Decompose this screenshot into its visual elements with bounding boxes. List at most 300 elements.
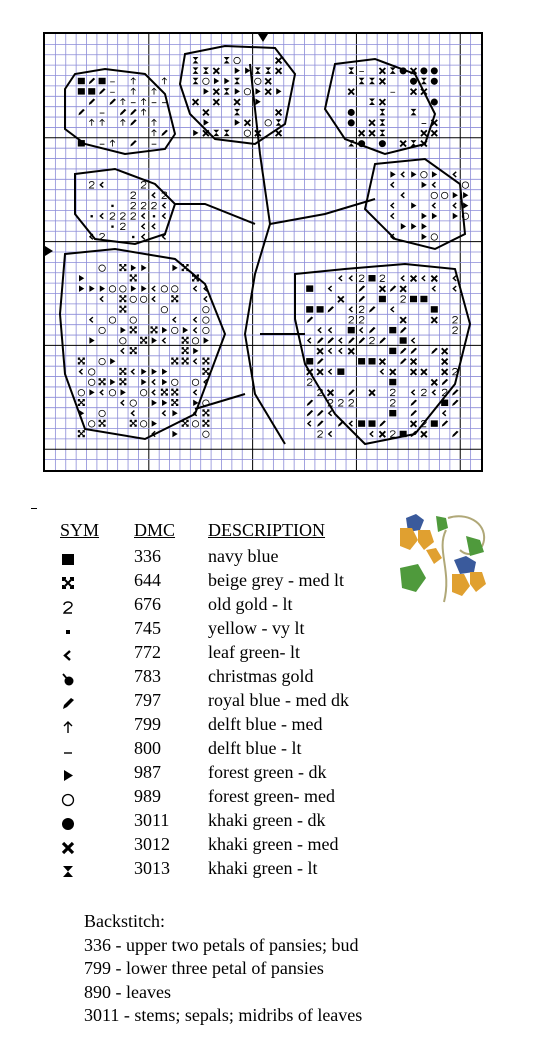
stitch-hourglass bbox=[369, 99, 375, 105]
stitch-triangle-right bbox=[152, 420, 157, 426]
stitch-x-bold bbox=[421, 130, 427, 136]
stitch-circle-filled bbox=[410, 78, 417, 85]
backstitch-title: Backstitch: bbox=[84, 911, 165, 931]
stitch-cross-arrows bbox=[171, 295, 178, 302]
stitch-triangle-right bbox=[255, 88, 260, 94]
stitch-cross-arrows bbox=[78, 430, 85, 437]
stitch-two bbox=[318, 431, 323, 437]
chevron-left-icon bbox=[60, 645, 76, 661]
stitch-two bbox=[349, 400, 354, 406]
stitch-square bbox=[88, 88, 95, 94]
stitch-circle-open bbox=[109, 317, 115, 323]
stitch-two bbox=[152, 202, 157, 208]
stitch-chevron-left bbox=[204, 296, 207, 301]
stitch-x-bold bbox=[431, 379, 437, 385]
stitch-circle-open bbox=[130, 296, 136, 302]
stitch-leaf-diagonal bbox=[99, 88, 105, 94]
stitch-two bbox=[349, 317, 354, 323]
stitch-triangle-right bbox=[276, 88, 281, 94]
stitch-two bbox=[380, 275, 385, 281]
legend-description: forest green - dk bbox=[208, 762, 327, 782]
stitch-square bbox=[317, 306, 324, 312]
triangle-right-icon bbox=[60, 765, 76, 781]
legend-dmc: 987 bbox=[134, 762, 161, 782]
stitch-two bbox=[131, 192, 136, 198]
stitch-two bbox=[390, 389, 395, 395]
stitch-two bbox=[359, 306, 364, 312]
pansy-preview-image bbox=[396, 510, 494, 610]
stitch-triangle-right bbox=[89, 389, 94, 395]
stitch-hourglass bbox=[390, 67, 396, 73]
stitch-triangle-right bbox=[463, 202, 468, 208]
stitch-hourglass bbox=[203, 67, 209, 73]
two-icon bbox=[60, 597, 76, 613]
stitch-circle-open bbox=[120, 286, 126, 292]
legend-rows bbox=[60, 544, 400, 880]
stitch-chevron-left bbox=[131, 411, 134, 416]
stitch-circle-filled bbox=[348, 109, 355, 116]
stitch-x-bold bbox=[421, 431, 427, 437]
legend-header-dmc: DMC bbox=[134, 520, 176, 540]
stitch-circle-open bbox=[109, 286, 115, 292]
stitch-circle-open bbox=[99, 358, 105, 364]
stitch-chevron-left bbox=[453, 276, 456, 281]
center-row-arrow-icon bbox=[45, 246, 53, 256]
stitch-chevron-left bbox=[152, 296, 155, 301]
stitch-cross-arrows bbox=[119, 306, 126, 313]
stitch-triangle-right bbox=[411, 223, 416, 229]
stitch-chevron-left bbox=[381, 369, 384, 374]
stitch-triangle-right bbox=[131, 265, 136, 271]
stitch-leaf-diagonal bbox=[307, 410, 313, 416]
stitch-x-bold bbox=[213, 68, 219, 74]
stitch-circle-filled bbox=[379, 140, 386, 147]
legend-header bbox=[60, 518, 400, 544]
legend-row bbox=[60, 688, 400, 712]
stitch-leaf-diagonal bbox=[411, 348, 417, 354]
stitch-hourglass bbox=[379, 130, 385, 136]
stitch-square bbox=[78, 140, 85, 146]
stitch-circle-filled bbox=[431, 78, 438, 85]
stitch-chevron-left bbox=[152, 286, 155, 291]
stitch-circle-open bbox=[78, 390, 84, 396]
stitch-circle-open bbox=[99, 327, 105, 333]
stitch-cross-arrows bbox=[171, 389, 178, 396]
stitch-x-bold bbox=[213, 89, 219, 95]
stitch-chevron-left bbox=[443, 411, 446, 416]
stitch-triangle-right bbox=[172, 410, 177, 416]
stitch-hourglass bbox=[193, 67, 199, 73]
stitch-triangle-right bbox=[401, 223, 406, 229]
stitch-leaf-diagonal bbox=[379, 337, 385, 343]
stitch-square bbox=[389, 379, 396, 385]
stitch-hourglass bbox=[348, 67, 354, 73]
stitch-chevron-left bbox=[131, 369, 134, 374]
center-column-arrow-icon bbox=[258, 34, 268, 42]
stitch-hourglass bbox=[359, 78, 365, 84]
stitch-circle-filled bbox=[348, 119, 355, 126]
stitch-arrow-up bbox=[152, 130, 157, 136]
stitch-circle-open bbox=[234, 57, 240, 63]
stitch-chevron-left bbox=[142, 234, 145, 239]
backstitch-line: 890 - leaves bbox=[84, 981, 171, 1002]
stitch-leaf-diagonal bbox=[130, 140, 136, 146]
stitch-circle-open bbox=[172, 327, 178, 333]
stitch-triangle-right bbox=[390, 171, 395, 177]
stitch-square bbox=[441, 400, 448, 406]
stitch-leaf-diagonal bbox=[89, 99, 95, 105]
stitch-two bbox=[422, 389, 427, 395]
stitch-two bbox=[401, 296, 406, 302]
stitch-x-bold bbox=[411, 359, 417, 365]
chart-grid bbox=[45, 34, 481, 470]
legend-dmc: 3012 bbox=[134, 834, 170, 854]
legend-dmc: 3011 bbox=[134, 810, 170, 830]
stitch-circle-open bbox=[130, 400, 136, 406]
stitch-triangle-right bbox=[162, 327, 167, 333]
stitch-circle-open bbox=[140, 421, 146, 427]
stitch-chevron-left bbox=[121, 348, 124, 353]
stitch-circle-open bbox=[192, 379, 198, 385]
stitch-two bbox=[390, 431, 395, 437]
stitch-leaf-diagonal bbox=[452, 400, 458, 406]
stitch-circle-open bbox=[203, 431, 209, 437]
stitch-chevron-left bbox=[308, 338, 311, 343]
stitch-x-bold bbox=[379, 431, 385, 437]
stitch-x-bold bbox=[276, 68, 282, 74]
stitch-triangle-right bbox=[214, 78, 219, 84]
stitch-x-bold bbox=[317, 369, 323, 375]
stitch-square bbox=[389, 327, 396, 333]
stitch-chevron-left bbox=[90, 317, 93, 322]
cross-stitch-chart bbox=[43, 32, 483, 472]
stitch-circle-open bbox=[161, 306, 167, 312]
stitch-triangle-right bbox=[152, 368, 157, 374]
stitch-small-square bbox=[132, 236, 134, 238]
stitch-chevron-left bbox=[370, 431, 373, 436]
stitch-triangle-right bbox=[235, 88, 240, 94]
stitch-arrow-up bbox=[89, 119, 94, 125]
stitch-cross-arrows bbox=[78, 357, 85, 364]
stitch-x-bold bbox=[442, 348, 448, 354]
slashed-dot-icon bbox=[60, 669, 76, 685]
backstitch-line: 336 - upper two petals of pansies; bud bbox=[84, 934, 359, 955]
stitch-arrow-up bbox=[110, 140, 115, 146]
stitch-hourglass bbox=[265, 67, 271, 73]
stitch-leaf-diagonal bbox=[359, 285, 365, 291]
stitch-chevron-left bbox=[152, 193, 155, 198]
backstitch-outline bbox=[60, 249, 225, 439]
stitch-chevron-left bbox=[433, 182, 436, 187]
stitch-hourglass bbox=[255, 67, 261, 73]
legend-description: khaki green - lt bbox=[208, 858, 318, 878]
stitch-x-bold bbox=[379, 359, 385, 365]
legend-row bbox=[60, 664, 400, 688]
legend-description: khaki green - dk bbox=[208, 810, 326, 830]
stitch-chevron-left bbox=[308, 421, 311, 426]
stitch-two bbox=[141, 182, 146, 188]
stitch-square bbox=[389, 348, 396, 354]
legend-row bbox=[60, 856, 400, 880]
legend-description: khaki green - med bbox=[208, 834, 339, 854]
stitch-hourglass bbox=[379, 119, 385, 125]
backstitch-outline bbox=[270, 199, 375, 224]
stitch-chevron-left bbox=[329, 411, 332, 416]
stitch-square bbox=[368, 420, 375, 426]
stitch-two bbox=[359, 275, 364, 281]
stitch-cross-arrows bbox=[171, 399, 178, 406]
stitch-x-bold bbox=[431, 130, 437, 136]
stitch-chevron-left bbox=[173, 317, 176, 322]
stitch-hourglass bbox=[411, 140, 417, 146]
stitch-cross-arrows bbox=[202, 357, 209, 364]
backstitch-outline bbox=[295, 264, 470, 444]
stitch-circle-filled bbox=[358, 140, 365, 147]
stitch-x-bold bbox=[203, 110, 209, 116]
stitch-cross-arrows bbox=[202, 368, 209, 375]
stitch-leaf-diagonal bbox=[89, 78, 95, 84]
legend-description: leaf green- lt bbox=[208, 642, 300, 662]
stitch-chevron-left bbox=[339, 348, 342, 353]
stitch-circle-open bbox=[161, 286, 167, 292]
stitch-triangle-right bbox=[255, 99, 260, 105]
stitch-leaf-diagonal bbox=[452, 431, 458, 437]
stitch-circle-open bbox=[88, 421, 94, 427]
stitch-hourglass bbox=[411, 109, 417, 115]
stitch-arrow-up bbox=[141, 99, 146, 105]
stitch-chevron-left bbox=[121, 400, 124, 405]
stitch-x-bold bbox=[369, 130, 375, 136]
stitch-chevron-left bbox=[194, 390, 197, 395]
stitch-cross-arrows bbox=[130, 420, 137, 427]
stitch-circle-open bbox=[192, 421, 198, 427]
legend-row bbox=[60, 784, 400, 808]
stitch-circle-open bbox=[421, 172, 427, 178]
stitch-square bbox=[78, 78, 85, 84]
stitch-cross-arrows bbox=[182, 347, 189, 354]
stitch-square bbox=[306, 285, 313, 291]
x-bold-icon bbox=[60, 837, 76, 853]
stitch-cross-arrows bbox=[99, 378, 106, 385]
stitch-chevron-left bbox=[100, 390, 103, 395]
stitch-triangle-right bbox=[162, 400, 167, 406]
stitch-triangle-right bbox=[89, 285, 94, 291]
stitch-chevron-left bbox=[401, 276, 404, 281]
backstitch-line: 3011 - stems; sepals; midribs of leaves bbox=[84, 1005, 363, 1025]
stitch-x-bold bbox=[213, 99, 219, 105]
stitch-chevron-left bbox=[163, 213, 166, 218]
circle-open-icon bbox=[60, 789, 76, 805]
stitch-leaf-diagonal bbox=[161, 130, 167, 136]
stitch-cross-arrows bbox=[130, 347, 137, 354]
legend-row bbox=[60, 832, 400, 856]
stitch-triangle-right bbox=[79, 285, 84, 291]
stitch-chevron-left bbox=[433, 390, 436, 395]
stitch-leaf-diagonal bbox=[400, 327, 406, 333]
stitch-chevron-left bbox=[339, 276, 342, 281]
stitch-triangle-right bbox=[79, 275, 84, 281]
stitch-two bbox=[307, 379, 312, 385]
circle-filled-icon bbox=[60, 813, 76, 829]
legend-row bbox=[60, 592, 400, 616]
stitch-hourglass bbox=[276, 119, 282, 125]
stitch-x-bold bbox=[338, 296, 344, 302]
stitch-leaf-diagonal bbox=[317, 337, 323, 343]
stitch-cross-arrows bbox=[130, 274, 137, 281]
square-icon bbox=[60, 549, 76, 565]
stitch-arrow-up bbox=[162, 78, 167, 84]
stitch-chevron-left bbox=[163, 338, 166, 343]
stitch-arrow-up bbox=[100, 119, 105, 125]
legend-description: delft blue - lt bbox=[208, 738, 302, 758]
stitch-leaf-diagonal bbox=[452, 389, 458, 395]
stitch-cross-arrows bbox=[119, 378, 126, 385]
legend-header-sym: SYM bbox=[60, 520, 100, 540]
stitch-x-bold bbox=[411, 421, 417, 427]
legend-description: navy blue bbox=[208, 546, 279, 566]
legend-dmc: 799 bbox=[134, 714, 161, 734]
stitch-hourglass bbox=[234, 109, 240, 115]
dash-icon bbox=[60, 741, 76, 757]
stitch-triangle-right bbox=[110, 379, 115, 385]
stitch-chevron-left bbox=[152, 390, 155, 395]
stitch-triangle-right bbox=[121, 389, 126, 395]
stitch-leaf-diagonal bbox=[369, 306, 375, 312]
stitch-chevron-left bbox=[142, 213, 145, 218]
stitch-two bbox=[141, 202, 146, 208]
stitch-leaf-diagonal bbox=[328, 306, 334, 312]
stitch-leaf-diagonal bbox=[120, 109, 126, 115]
stitch-leaf-diagonal bbox=[379, 420, 385, 426]
stitch-triangle-right bbox=[141, 265, 146, 271]
stitch-arrow-up bbox=[141, 109, 146, 115]
cross-arrows-icon bbox=[60, 573, 76, 589]
stitch-x-bold bbox=[265, 89, 271, 95]
stitch-circle-open bbox=[99, 410, 105, 416]
stitch-leaf-diagonal bbox=[359, 296, 365, 302]
stitch-circle-open bbox=[88, 379, 94, 385]
stitch-chevron-left bbox=[152, 379, 155, 384]
stitch-square bbox=[337, 368, 344, 374]
legend-description: old gold - lt bbox=[208, 594, 293, 614]
stitch-triangle-right bbox=[432, 171, 437, 177]
legend-row bbox=[60, 808, 400, 832]
stitch-circle-open bbox=[88, 369, 94, 375]
stitch-chevron-left bbox=[329, 328, 332, 333]
stitch-two bbox=[453, 327, 458, 333]
stitch-arrow-up bbox=[131, 78, 136, 84]
legend-header-description: DESCRIPTION bbox=[208, 520, 326, 540]
stitch-x-bold bbox=[411, 89, 417, 95]
stitch-circle-open bbox=[203, 317, 209, 323]
stitch-circle-filled bbox=[420, 67, 427, 74]
small-square-icon bbox=[60, 621, 76, 637]
symbol-legend bbox=[60, 518, 400, 880]
stitch-chevron-left bbox=[391, 307, 394, 312]
backstitch-line: 799 - lower three petal of pansies bbox=[84, 958, 324, 978]
stitch-x-bold bbox=[400, 286, 406, 292]
stitch-circle-open bbox=[255, 78, 261, 84]
stitch-leaf-diagonal bbox=[442, 420, 448, 426]
stitch-cross-arrows bbox=[78, 399, 85, 406]
stitch-square bbox=[99, 78, 106, 84]
stitch-square bbox=[358, 420, 365, 426]
stitch-x-bold bbox=[359, 130, 365, 136]
stitch-hourglass bbox=[369, 78, 375, 84]
stitch-two bbox=[131, 213, 136, 219]
stitch-hourglass bbox=[224, 130, 230, 136]
stitch-square bbox=[306, 306, 313, 312]
stitch-leaf-diagonal bbox=[411, 400, 417, 406]
stitch-two bbox=[110, 213, 115, 219]
stitch-small-square bbox=[91, 215, 93, 217]
stitch-x-bold bbox=[369, 390, 375, 396]
legend-dmc: 676 bbox=[134, 594, 161, 614]
stitch-x-bold bbox=[379, 99, 385, 105]
stitch-chevron-left bbox=[391, 203, 394, 208]
stitch-hourglass bbox=[379, 109, 385, 115]
legend-row bbox=[60, 544, 400, 568]
legend-description: forest green- med bbox=[208, 786, 335, 806]
stitch-leaf-diagonal bbox=[317, 358, 323, 364]
backstitch-outline bbox=[75, 169, 175, 244]
stitch-leaf-diagonal bbox=[411, 410, 417, 416]
stitch-chevron-left bbox=[329, 286, 332, 291]
stitch-two bbox=[359, 317, 364, 323]
stitch-chevron-left bbox=[349, 276, 352, 281]
stitch-circle-filled bbox=[431, 99, 438, 106]
stitch-circle-open bbox=[244, 88, 250, 94]
stitch-leaf-diagonal bbox=[317, 420, 323, 426]
stitch-triangle-right bbox=[162, 379, 167, 385]
stitch-cross-arrows bbox=[182, 337, 189, 344]
stitch-triangle-right bbox=[411, 171, 416, 177]
stitch-cross-arrows bbox=[119, 295, 126, 302]
stitch-circle-filled bbox=[431, 67, 438, 74]
stitch-small-square bbox=[111, 225, 113, 227]
stitch-leaf-diagonal bbox=[130, 119, 136, 125]
stitch-cross-arrows bbox=[171, 357, 178, 364]
stitch-hourglass bbox=[193, 57, 199, 63]
stitch-chevron-left bbox=[453, 203, 456, 208]
stitch-x-bold bbox=[442, 359, 448, 365]
stitch-triangle-right bbox=[204, 337, 209, 343]
stitch-leaf-diagonal bbox=[307, 400, 313, 406]
stitch-circle-open bbox=[192, 338, 198, 344]
stitch-x-bold bbox=[265, 78, 271, 84]
stitch-x-bold bbox=[411, 276, 417, 282]
stitch-chevron-left bbox=[401, 172, 404, 177]
stitch-hourglass bbox=[224, 57, 230, 63]
stitch-chevron-left bbox=[422, 276, 425, 281]
backstitch-notes bbox=[84, 910, 524, 1028]
stitch-circle-open bbox=[431, 234, 437, 240]
stitch-hourglass bbox=[348, 140, 354, 146]
stitch-x-bold bbox=[379, 78, 385, 84]
stitch-x-bold bbox=[379, 286, 385, 292]
stitch-x-bold bbox=[348, 348, 354, 354]
stitch-chevron-left bbox=[152, 224, 155, 229]
legend-row bbox=[60, 760, 400, 784]
stitch-chevron-left bbox=[80, 369, 83, 374]
stitch-arrow-up bbox=[152, 119, 157, 125]
stitch-x-bold bbox=[431, 317, 437, 323]
stitch-cross-arrows bbox=[119, 368, 126, 375]
stitch-leaf-diagonal bbox=[442, 379, 448, 385]
stitch-hourglass bbox=[213, 130, 219, 136]
stitch-chevron-left bbox=[194, 328, 197, 333]
stitch-triangle-right bbox=[141, 368, 146, 374]
